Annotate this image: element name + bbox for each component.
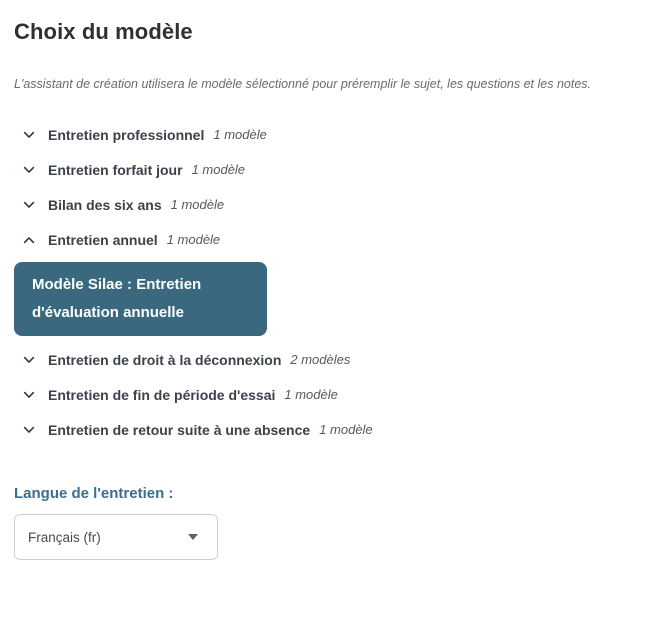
category-label: Bilan des six ans — [48, 196, 162, 213]
category-row — [14, 222, 646, 336]
category-header[interactable] — [14, 222, 646, 257]
page-title: Choix du modèle — [14, 19, 193, 44]
chevron-down-icon — [22, 198, 36, 212]
model-card-selected[interactable]: Modèle Silae : Entretien d'évaluation annuelle — [14, 262, 267, 336]
language-select[interactable] — [14, 514, 218, 560]
page-subtitle: L'assistant de création utilisera le modèle sélectionné pour préremplir le sujet, les questions et les notes. — [14, 77, 592, 91]
category-header[interactable] — [14, 187, 646, 222]
category-label: Entretien de droit à la déconnexion — [48, 351, 282, 368]
category-label: Entretien de retour suite à une absence — [48, 421, 311, 438]
chevron-down-icon — [22, 353, 36, 367]
category-models — [14, 262, 646, 336]
category-row — [14, 412, 646, 447]
category-count: 1 modèle — [191, 162, 246, 177]
language-label: Langue de l'entretien : — [14, 485, 174, 502]
category-label: Entretien professionnel — [48, 126, 205, 143]
category-row — [14, 117, 646, 152]
language-select-value: Français (fr) — [28, 529, 101, 545]
category-count: 1 modèle — [213, 127, 267, 142]
category-row — [14, 377, 646, 412]
caret-down-icon — [188, 534, 198, 540]
category-count: 1 modèle — [319, 422, 373, 437]
category-header[interactable] — [14, 342, 646, 377]
category-row — [14, 152, 646, 187]
category-count: 1 modèle — [284, 387, 338, 402]
category-count: 1 modèle — [170, 197, 225, 212]
chevron-down-icon — [22, 128, 36, 142]
category-header[interactable] — [14, 377, 646, 412]
category-header[interactable] — [14, 152, 646, 187]
category-label: Entretien de fin de période d'essai — [48, 386, 276, 403]
chevron-down-icon — [22, 163, 36, 177]
category-row — [14, 187, 646, 222]
language-section — [14, 485, 646, 560]
chevron-up-icon — [22, 233, 36, 247]
category-count: 1 modèle — [166, 232, 221, 247]
category-count: 2 modèles — [290, 352, 351, 367]
category-label: Entretien annuel — [48, 231, 158, 248]
category-header[interactable] — [14, 412, 646, 447]
category-label: Entretien forfait jour — [48, 161, 183, 178]
category-list — [14, 117, 646, 447]
chevron-down-icon — [22, 388, 36, 402]
chevron-down-icon — [22, 423, 36, 437]
category-header[interactable] — [14, 117, 646, 152]
category-row — [14, 342, 646, 377]
